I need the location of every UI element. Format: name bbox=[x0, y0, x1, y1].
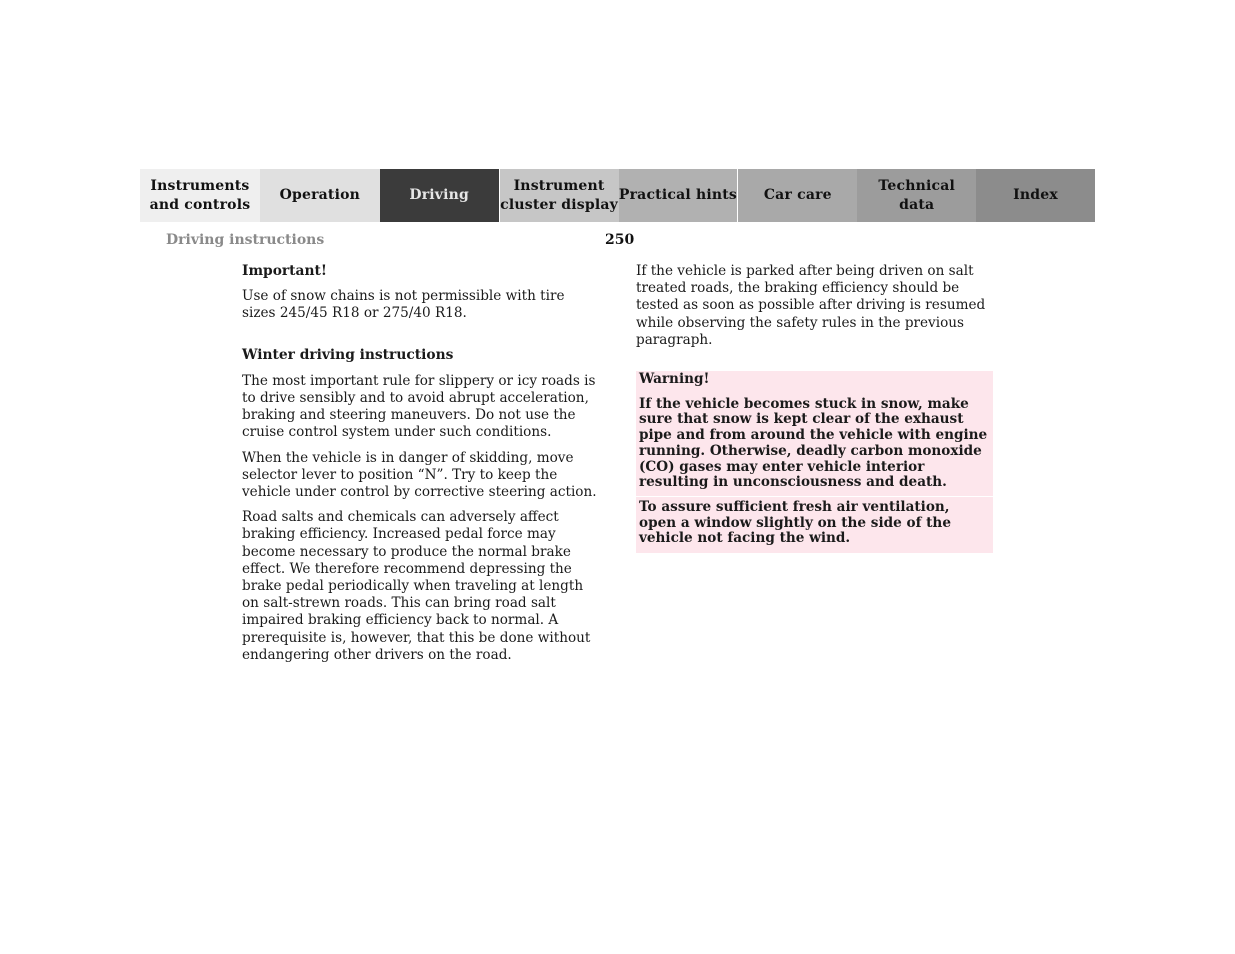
tab-instruments-and-controls[interactable]: Instruments and controls bbox=[140, 169, 260, 222]
tab-index[interactable]: Index bbox=[976, 169, 1095, 222]
tab-technical-data[interactable]: Technical data bbox=[857, 169, 976, 222]
tab-practical-hints[interactable]: Practical hints bbox=[619, 169, 738, 222]
winter-paragraph-1: The most important rule for slippery or icy roads is to drive sensibly and to avoid abrupt acceleration, braking and steering maneuvers. Do not use the cruise control system under such conditions. bbox=[242, 372, 596, 441]
tab-driving[interactable]: Driving bbox=[380, 169, 499, 222]
salt-parking-paragraph: If the vehicle is parked after being driven on salt treated roads, the braking efficiency should be tested as soon as possible after driving is resumed while observing the safety rules in the previous paragraph. bbox=[636, 263, 986, 348]
tab-operation[interactable]: Operation bbox=[260, 169, 380, 222]
important-heading: Important! bbox=[242, 263, 327, 279]
warning-box bbox=[636, 371, 993, 553]
left-column bbox=[242, 263, 602, 672]
right-column bbox=[636, 263, 996, 553]
winter-driving-heading: Winter driving instructions bbox=[242, 346, 454, 363]
winter-paragraph-2: When the vehicle is in danger of skidding, move selector lever to position “N”. Try to keep the vehicle under control by corrective steering action. bbox=[242, 449, 597, 501]
important-text: Use of snow chains is not permissible with tire sizes 245/45 R18 or 275/40 R18. bbox=[242, 288, 565, 322]
page-number: 250 bbox=[605, 232, 635, 248]
warning-heading: Warning! bbox=[639, 371, 710, 388]
tab-car-care[interactable]: Car care bbox=[738, 169, 857, 222]
section-title: Driving instructions bbox=[166, 232, 325, 248]
chapter-navigation bbox=[140, 169, 1095, 222]
warning-text-1: If the vehicle becomes stuck in snow, make sure that snow is kept clear of the exhaust pipe and from around the vehicle with engine running. Otherwise, deadly carbon monoxide (CO) gases may enter vehicle interior resulting in unconsciousness and death. bbox=[636, 395, 993, 497]
winter-paragraph-3: Road salts and chemicals can adversely affect braking efficiency. Increased pedal force may become necessary to produce the normal brake effect. We therefore recommend depressing the brake pedal periodically when traveling at length on salt-strewn roads. This can bring road salt impaired braking efficiency back to normal. A prerequisite is, however, that this be done without endangering other drivers on the road. bbox=[242, 509, 591, 663]
warning-text-2: To assure sufficient fresh air ventilation, open a window slightly on the side of the vehicle not facing the wind. bbox=[639, 498, 951, 547]
tab-instrument-cluster-display[interactable]: Instrument cluster display bbox=[500, 169, 619, 222]
